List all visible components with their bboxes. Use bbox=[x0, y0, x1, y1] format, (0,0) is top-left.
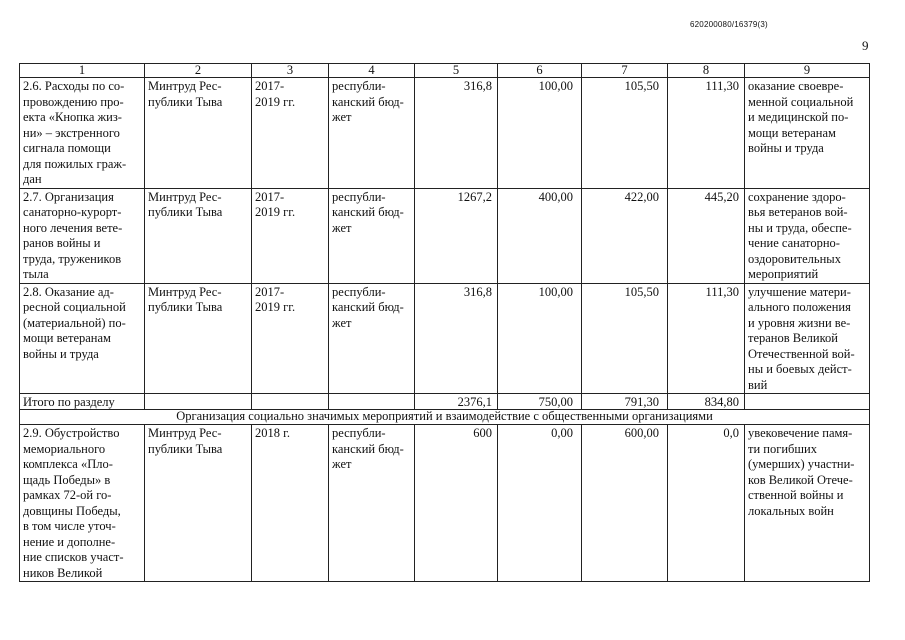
funding-source: республи- канский бюд- жет bbox=[332, 426, 404, 471]
column-number-row bbox=[20, 64, 870, 78]
page-number: 9 bbox=[862, 38, 869, 53]
expected-result: сохранение здоро- вья ветеранов вой- ны и труда, обеспе- чение санаторно- оздоровительных мероприятий bbox=[748, 189, 852, 281]
column-number: 1 bbox=[20, 64, 145, 78]
amount-2019: 111,30 bbox=[705, 284, 739, 299]
funding-source: республи- канский бюд- жет bbox=[332, 189, 404, 235]
table-row bbox=[20, 78, 870, 189]
column-number: 2 bbox=[145, 64, 252, 78]
period: 2017- 2019 гг. bbox=[255, 79, 296, 109]
subtotal-row bbox=[20, 394, 870, 410]
funding-source: республи- канский бюд- жет bbox=[332, 79, 404, 124]
executor: Минтруд Рес- публики Тыва bbox=[148, 284, 223, 314]
amount-2018: 422,00 bbox=[624, 189, 659, 204]
amount-2017: 0,00 bbox=[551, 426, 573, 440]
program-activities-table bbox=[19, 63, 870, 582]
expected-result: улучшение матери- ального положения и уровня жизни ве- теранов Великой Отечественной вой- ны и боевых дейст- вий bbox=[748, 284, 855, 392]
amount-2018: 600,00 bbox=[624, 426, 659, 440]
column-number: 5 bbox=[415, 64, 498, 78]
amount-2017: 400,00 bbox=[538, 189, 573, 204]
expected-result: оказание своевре- менной социальной и медицинской по- мощи ветеранам войны и труда bbox=[748, 79, 854, 155]
section-title-row bbox=[20, 410, 870, 425]
expected-result: увековечение памя- ти погибших (умерших) участни- ков Великой Отече- ственной войны и локальных войн bbox=[748, 426, 855, 518]
subtotal-label: Итого по разделу bbox=[23, 395, 115, 409]
activity-name: 2.8. Оказание ад- ресной социальной (материальной) по- мощи ветеранам войны и труда bbox=[23, 284, 126, 361]
activity-name: 2.9. Обустройство мемориального комплекса «Пло- щадь Победы» в рамках 72-ой го- довщины Победы, в том числе уточ- нение и дополне- ние списков участ- ников Великой bbox=[23, 426, 124, 580]
subtotal-2019: 834,80 bbox=[704, 395, 739, 409]
column-number: 9 bbox=[745, 64, 870, 78]
period: 2017- 2019 гг. bbox=[255, 284, 296, 314]
amount-2018: 105,50 bbox=[624, 79, 659, 93]
total-amount: 600 bbox=[473, 426, 492, 440]
amount-2019: 0,0 bbox=[723, 426, 739, 440]
total-amount: 316,8 bbox=[463, 79, 492, 93]
table-row bbox=[20, 283, 870, 394]
amount-2019: 111,30 bbox=[705, 79, 739, 93]
section-title: Организация социально значимых мероприятий и взаимодействие с общественными организациями bbox=[176, 409, 713, 423]
activity-name: 2.7. Организация санаторно-курорт- ного лечения вете- ранов войны и труда, тружеников тыла bbox=[23, 189, 123, 281]
period: 2018 г. bbox=[255, 426, 290, 440]
column-number: 4 bbox=[329, 64, 415, 78]
subtotal-2017: 750,00 bbox=[538, 395, 573, 409]
executor: Минтруд Рес- публики Тыва bbox=[148, 426, 223, 456]
column-number: 7 bbox=[582, 64, 668, 78]
amount-2017: 100,00 bbox=[538, 79, 573, 93]
subtotal-total: 2376,1 bbox=[457, 395, 492, 409]
column-number: 3 bbox=[252, 64, 329, 78]
column-number: 8 bbox=[668, 64, 745, 78]
amount-2017: 100,00 bbox=[538, 284, 573, 299]
activity-name: 2.6. Расходы по со- провождению про- екта «Кнопка жиз- ни» – экстренного сигнала помощи для пожилых граж- дан bbox=[23, 79, 127, 186]
total-amount: 316,8 bbox=[463, 284, 492, 299]
column-number: 6 bbox=[498, 64, 582, 78]
total-amount: 1267,2 bbox=[457, 189, 492, 204]
subtotal-2018: 791,30 bbox=[624, 395, 659, 409]
document-id: 620200080/16379(3) bbox=[690, 20, 768, 29]
executor: Минтруд Рес- публики Тыва bbox=[148, 79, 223, 109]
period: 2017- 2019 гг. bbox=[255, 189, 296, 219]
amount-2019: 445,20 bbox=[704, 189, 739, 204]
executor: Минтруд Рес- публики Тыва bbox=[148, 189, 223, 219]
funding-source: республи- канский бюд- жет bbox=[332, 284, 404, 330]
table-row bbox=[20, 188, 870, 283]
amount-2018: 105,50 bbox=[624, 284, 659, 299]
table-row bbox=[20, 425, 870, 582]
